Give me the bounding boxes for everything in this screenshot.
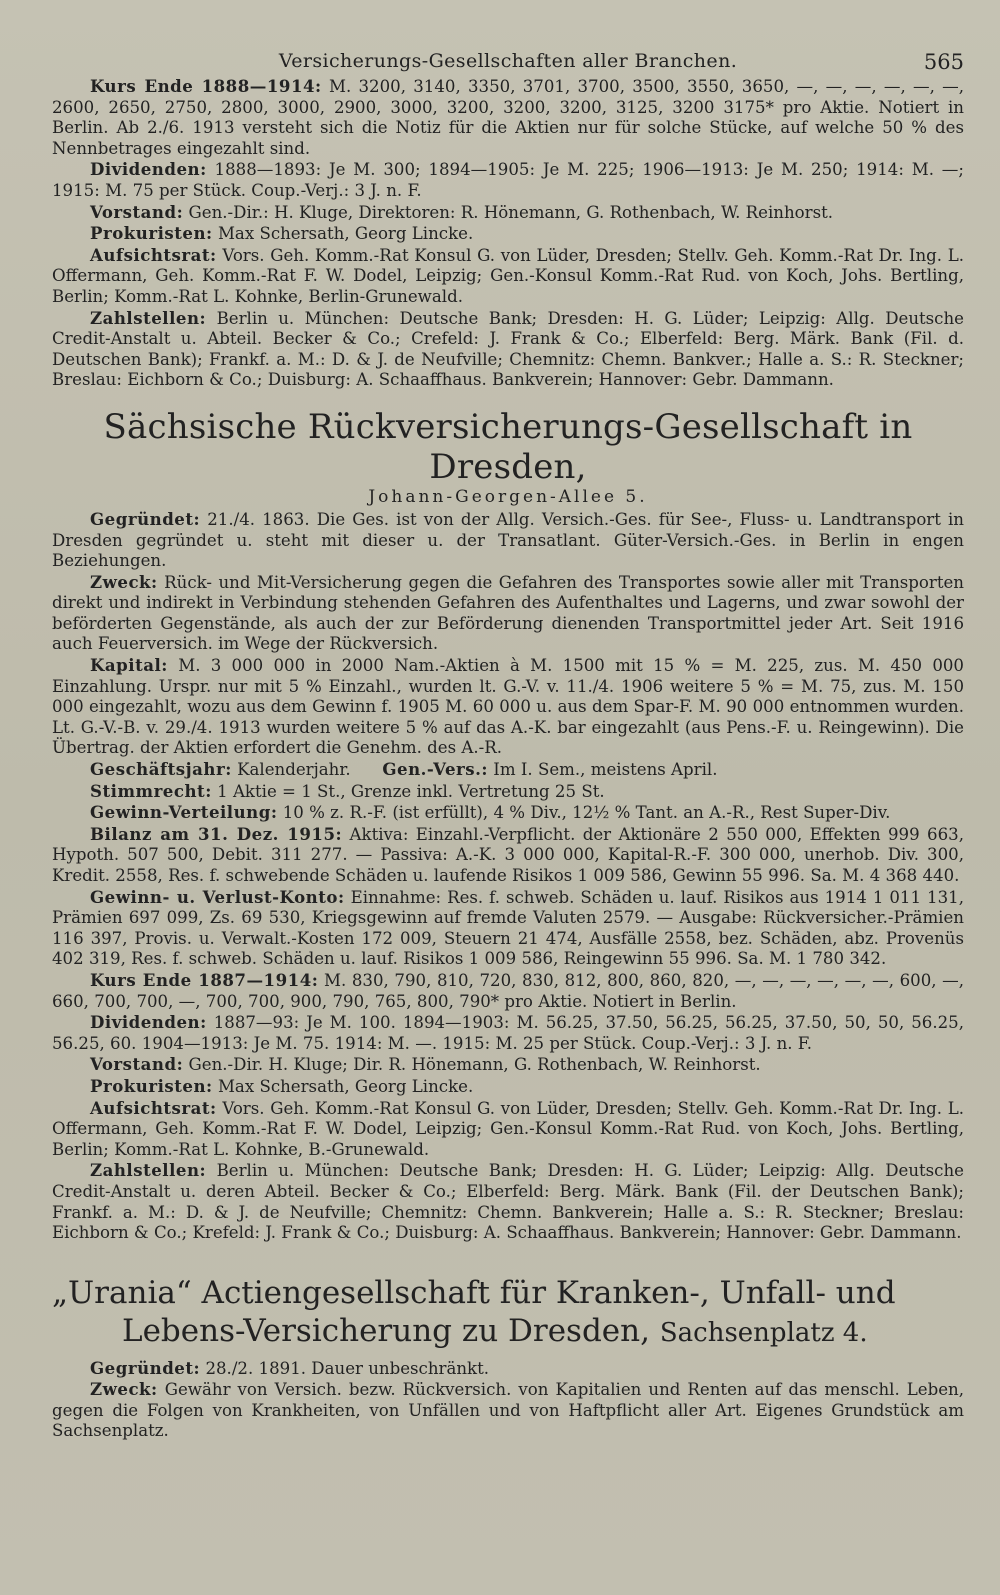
section-title: Sächsische Rückversicherungs-Gesellschaft in Dresden, xyxy=(103,406,913,487)
urania-entry xyxy=(52,1274,964,1442)
prokuristen-text: Max Schersath, Georg Lincke. xyxy=(217,1076,474,1096)
urania-title-line2: Lebens-Versicherung zu Dresden, xyxy=(122,1312,650,1349)
dividenden-label: Dividenden: xyxy=(90,159,207,180)
kurs-label: Kurs Ende 1888—1914: xyxy=(90,76,322,96)
zweck-paragraph xyxy=(52,572,964,655)
kurs-paragraph xyxy=(52,970,964,1012)
aufsichtsrat-text: Vors. Geh. Komm.-Rat Konsul G. von Lüder, Dresden; Stellv. Geh. Komm.-Rat Dr. Ing. L. Offermann, Geh. Komm.-Rat F. W. Dodel, Leipzig; Gen.-Konsul Komm.-Rat Rud. von Koch, Johs. Bertling, Berlin; Komm.-Rat L. Kohnke, B.-Grunewald. xyxy=(52,1098,964,1159)
prokuristen-paragraph xyxy=(52,223,964,245)
previous-entry xyxy=(52,76,964,391)
dividenden-text: 1887—93: Je M. 100. 1894—1903: M. 56.25, 37.50, 56.25, 56.25, 37.50, 50, 50, 56.25, 56.25, 60. 1904—1913: Je M. 75. 1914: M. —. 1915: M. 25 per Stück. Coup.-Verj.: 3 J. n. F. xyxy=(52,1013,964,1053)
kapital-label: Kapital: xyxy=(90,655,168,676)
vorstand-label: Vorstand: xyxy=(90,201,184,222)
saechsische-entry xyxy=(52,407,964,1244)
urania-title-line1: „Urania“ Actiengesellschaft für Kranken-, Unfall- und xyxy=(52,1274,896,1311)
gewinn-verteilung-text: 10 % z. R.-F. (ist erfüllt), 4 % Div., 12½ % Tant. an A.-R., Rest Super-Div. xyxy=(282,803,891,823)
gegruendet-paragraph xyxy=(52,1358,964,1380)
aufsichtsrat-label: Aufsichtsrat: xyxy=(90,1097,217,1118)
vorstand-text: Gen.-Dir. H. Kluge; Dir. R. Hönemann, G. Rothenbach, W. Reinhorst. xyxy=(188,1055,761,1075)
section-title xyxy=(52,1274,964,1352)
gegruendet-label: Gegründet: xyxy=(90,508,201,529)
section-address: Johann-Georgen-Allee 5. xyxy=(368,486,648,507)
prokuristen-paragraph xyxy=(52,1076,964,1098)
gegruendet-paragraph xyxy=(52,509,964,572)
prokuristen-label: Prokuristen: xyxy=(90,1075,213,1096)
gen-vers-label: Gen.-Vers.: xyxy=(382,759,489,780)
gegruendet-text: 28./2. 1891. Dauer unbeschränkt. xyxy=(205,1358,490,1378)
prokuristen-label: Prokuristen: xyxy=(90,223,213,244)
bilanz-label: Bilanz am 31. Dez. 1915: xyxy=(90,823,343,844)
urania-title-line2-wrap xyxy=(52,1312,964,1352)
dividenden-text: 1888—1893: Je M. 300; 1894—1905: Je M. 225; 1906—1913: Je M. 250; 1914: M. —; 1915: M. 75 per Stück. Coup.-Verj.: 3 J. n. F. xyxy=(52,160,964,200)
dividenden-paragraph xyxy=(52,1012,964,1054)
urania-address: Sachsenplatz 4. xyxy=(659,1317,868,1348)
vorstand-text: Gen.-Dir.: H. Kluge, Direktoren: R. Hönemann, G. Rothenbach, W. Reinhorst. xyxy=(188,202,834,222)
geschaeftsjahr-text: Kalenderjahr. xyxy=(237,760,351,780)
kurs-label: Kurs Ende 1887—1914: xyxy=(90,969,319,990)
page-number: 565 xyxy=(923,50,964,74)
gegruendet-text: 21./4. 1863. Die Ges. ist von der Allg. Versich.-Ges. für See-, Fluss- u. Landtransport in Dresden gegründet u. steht mit dieser u. der Transatlant. Güter-Versich.-Ges. in Berlin in engen Beziehungen. xyxy=(52,509,964,571)
stimmrecht-paragraph xyxy=(52,781,964,803)
prokuristen-text: Max Schersath, Georg Lincke. xyxy=(217,224,474,244)
bilanz-paragraph xyxy=(52,824,964,887)
zahlstellen-label: Zahlstellen: xyxy=(90,307,207,328)
gewinn-verteilung-paragraph xyxy=(52,802,964,824)
geschaeftsjahr-label: Geschäftsjahr: xyxy=(90,759,232,780)
zahlstellen-text: Berlin u. München: Deutsche Bank; Dresden: H. G. Lüder; Leipzig: Allg. Deutsche Credit-Anstalt u. deren Abteil. Becker & Co.; Elberfeld: Berg. Märk. Bank (Fil. der Deutschen Bank); Frankf. a. M.: D. & J. de Neufville; Chemnitz: Chemn. Bankverein; Halle a. S.: R. Steckner; Breslau: Eichborn & Co.; Krefeld: J. Frank & Co.; Duisburg: A. Schaaffhaus. Bankverein; Hannover: Gebr. Dammann. xyxy=(52,1161,964,1243)
vorstand-paragraph xyxy=(52,202,964,224)
dividenden-label: Dividenden: xyxy=(90,1012,207,1033)
zweck-label: Zweck: xyxy=(90,571,158,592)
running-header xyxy=(52,42,964,76)
guv-label: Gewinn- u. Verlust-Konto: xyxy=(90,886,345,907)
stimmrecht-label: Stimmrecht: xyxy=(90,780,212,801)
aufsichtsrat-paragraph xyxy=(52,245,964,308)
aufsichtsrat-paragraph xyxy=(52,1098,964,1161)
dividenden-paragraph xyxy=(52,159,964,201)
aufsichtsrat-text: Vors. Geh. Komm.-Rat Konsul G. von Lüder, Dresden; Stellv. Geh. Komm.-Rat Dr. Ing. L. Offermann, Geh. Komm.-Rat F. W. Dodel, Leipzig; Gen.-Konsul Komm.-Rat Rud. von Koch, Johs. Bertling, Berlin; Komm.-Rat L. Kohnke, Berlin-Grunewald. xyxy=(52,245,964,306)
gen-vers-text: Im I. Sem., meistens April. xyxy=(493,760,718,780)
guv-paragraph xyxy=(52,887,964,970)
vorstand-label: Vorstand: xyxy=(90,1054,184,1075)
kurs-paragraph xyxy=(52,76,964,159)
zweck-label: Zweck: xyxy=(90,1379,158,1400)
zweck-text: Gewähr von Versich. bezw. Rückversich. von Kapitalien und Renten auf das menschl. Leben, gegen die Folgen von Krankheiten, von Unfällen und von Haftpflicht aller Art. Eigenes Grundstück am Sachsenplatz. xyxy=(52,1380,964,1441)
zweck-text: Rück- und Mit-Versicherung gegen die Gefahren des Transportes sowie aller mit Transporten direkt und indirekt in Verbindung stehenden Gefahren des Aufenthaltes und Lagerns, und zwar sowohl der beförderten Gegenstände, als auch der zur Beförderung dienenden Transportmittel jeder Art. Seit 1916 auch Feuerversich. im Wege der Rückversich. xyxy=(52,572,964,654)
zweck-paragraph xyxy=(52,1379,964,1442)
geschaeftsjahr-paragraph xyxy=(52,759,964,781)
zahlstellen-text: Berlin u. München: Deutsche Bank; Dresden: H. G. Lüder; Leipzig: Allg. Deutsche Credit-Anstalt u. Abteil. Becker & Co.; Crefeld: J. Frank & Co.; Elberfeld: Berg. Märk. Bank (Fil. d. Deutschen Bank); Frankf. a. M.: D. & J. de Neufville; Chemnitz: Chemn. Bankver.; Halle a. S.: R. Steckner; Breslau: Eichborn & Co.; Duisburg: A. Schaaffhaus. Bankverein; Hannover: Gebr. Dammann. xyxy=(52,308,964,390)
kapital-paragraph xyxy=(52,655,964,759)
zahlstellen-paragraph xyxy=(52,1160,964,1243)
guv-text: Einnahme: Res. f. schweb. Schäden u. lauf. Risikos aus 1914 1 011 131, Prämien 697 099, Zs. 69 530, Kriegsgewinn auf fremde Valuten 2579. — Ausgabe: Rückversicher.-Prämien 116 397, Provis. u. Verwalt.-Kosten 172 009, Steuern 21 474, Ausfälle 2558, bez. Schäden, abz. Provenüs 402 319, Res. f. schweb. Schäden u. lauf. Risikos 1 009 586, Reingewinn 55 996. Sa. M. 1 780 342. xyxy=(52,887,964,969)
gewinn-verteilung-label: Gewinn-Verteilung: xyxy=(90,802,278,823)
zahlstellen-paragraph xyxy=(52,308,964,391)
stimmrecht-text: 1 Aktie = 1 St., Grenze inkl. Vertretung 25 St. xyxy=(217,781,605,801)
zahlstellen-label: Zahlstellen: xyxy=(90,1160,207,1181)
running-title: Versicherungs-Gesellschaften aller Branchen. xyxy=(278,50,738,72)
gegruendet-label: Gegründet: xyxy=(90,1357,201,1378)
bilanz-text: Aktiva: Einzahl.-Verpflicht. der Aktionäre 2 550 000, Effekten 999 663, Hypoth. 507 500, Debit. 311 277. — Passiva: A.-K. 3 000 000, Kapital-R.-F. 300 000, unerhob. Div. 300, Kredit. 2558, Res. f. schwebende Schäden u. laufende Risikos 1 009 586, Gewinn 55 996. Sa. M. 4 368 440. xyxy=(52,824,964,885)
kurs-text: M. 3200, 3140, 3350, 3701, 3700, 3500, 3550, 3650, —, —, —, —, —, —, 2600, 2650, 2750, 2800, 3000, 2900, 3000, 3200, 3200, 3200, 3125, 3200 3175* pro Aktie. Notiert in Berlin. Ab 2./6. 1913 versteht sich die Notiz für die Aktien nur für solche Stücke, auf welche 50 % des Nennbetrages eingezahlt sind. xyxy=(52,77,965,158)
kapital-text: M. 3 000 000 in 2000 Nam.-Aktien à M. 1500 mit 15 % = M. 225, zus. M. 450 000 Einzahlung. Urspr. nur mit 5 % Einzahl., wurden lt. G.-V. v. 11./4. 1906 weitere 5 % = M. 75, zus. M. 150 000 eingezahlt, wozu aus dem Gewinn f. 1905 M. 60 000 u. aus dem Spar-F. M. 90 000 entnommen wurden. Lt. G.-V.-B. v. 29./4. 1913 wurden weitere 5 % auf das A.-K. bar eingezahlt (aus Pens.-F. u. Reingewinn). Die Übertrag. der Aktien erfordert die Genehm. des A.-R. xyxy=(52,656,964,758)
aufsichtsrat-label: Aufsichtsrat: xyxy=(90,244,217,265)
kurs-text: M. 830, 790, 810, 720, 830, 812, 800, 860, 820, —, —, —, —, —, —, 600, —, 660, 700, 700, —, 700, 700, 900, 790, 765, 800, 790* pro Aktie. Notiert in Berlin. xyxy=(52,970,964,1011)
vorstand-paragraph xyxy=(52,1054,964,1076)
